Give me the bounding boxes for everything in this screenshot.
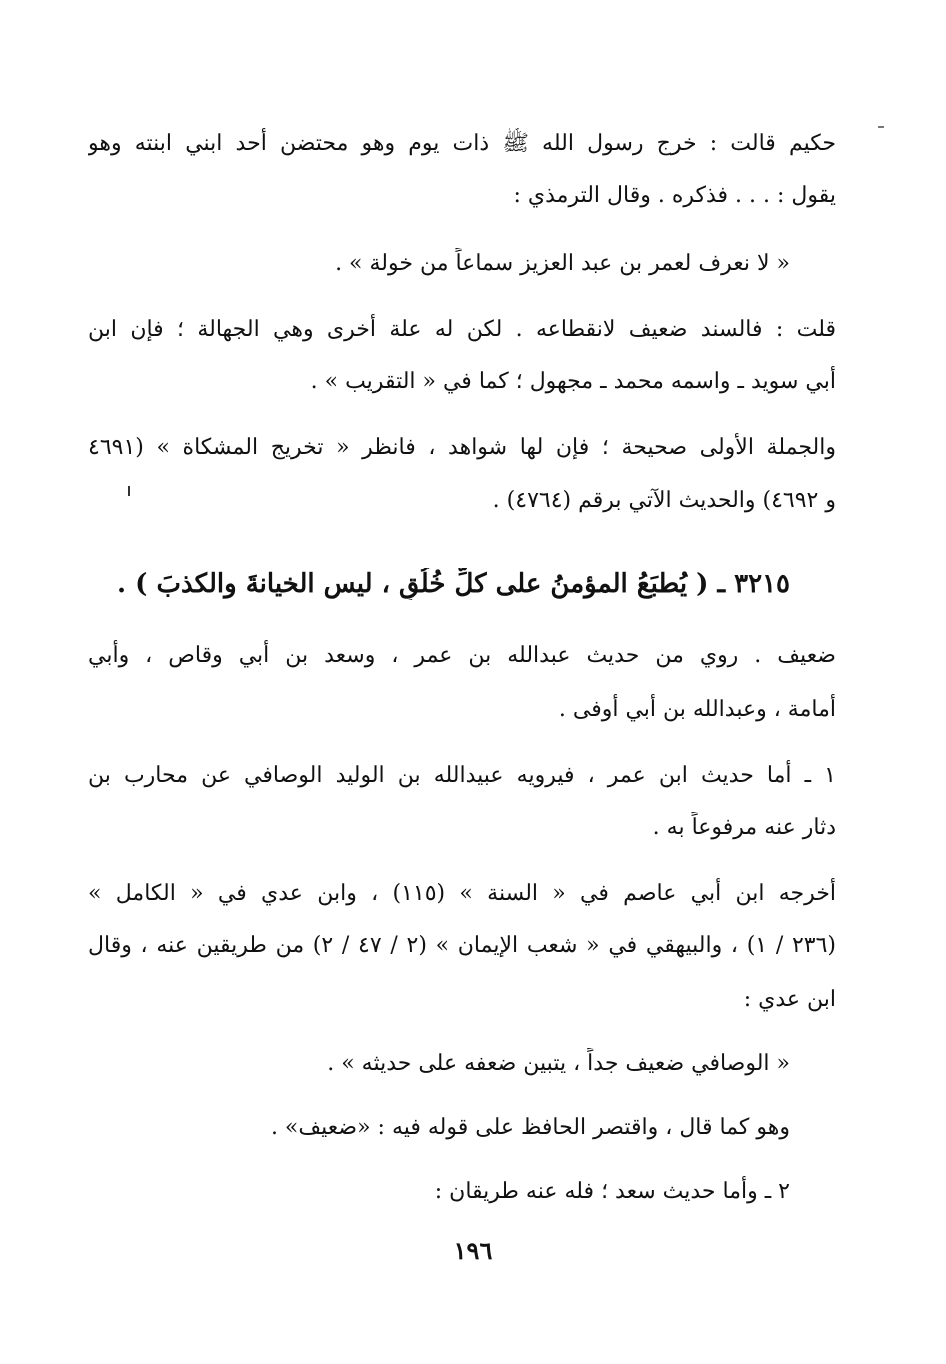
quote-line: « لا نعرف لعمر بن عبد العزيز سماعاً من خولة » . [335,251,790,276]
hadith-heading: ٣٢١٥ ـ ( يُطبَعُ المؤمنُ على كلِّ خُلُقٍ ، ليس الخيانةَ والكذبَ ) . [117,569,790,599]
text-line: (٢٣٦ / ١) ، والبيهقي في « شعب الإيمان » (٢ / ٤٧ / ٢) من طريقين عنه ، وقال [88,933,836,958]
text-line: ضعيف . روي من حديث عبدالله بن عمر ، وسعد بن أبي وقاص ، وأبي [88,643,836,668]
text-line: أبي سويد ـ واسمه محمد ـ مجهول ؛ كما في « التقريب » . [310,369,836,394]
text-line: قلت : فالسند ضعيف لانقطاعه . لكن له علة أخرى وهي الجهالة ؛ فإن ابن [88,317,836,342]
text-line: ٢ ـ وأما حديث سعد ؛ فله عنه طريقان : [434,1179,790,1204]
page-body [88,118,836,1318]
text-line: يقول : . . . فذكره . وقال الترمذي : [513,183,836,208]
text-line: دثار عنه مرفوعاً به . [652,815,836,840]
text-line: أمامة ، وعبدالله بن أبي أوفى . [558,697,836,722]
scan-speck [128,486,130,496]
text-line: أخرجه ابن أبي عاصم في « السنة » (١١٥) ، وابن عدي في « الكامل » [88,881,836,906]
text-line: ابن عدي : [743,987,836,1012]
text-line: والجملة الأولى صحيحة ؛ فإن لها شواهد ، فانظر « تخريج المشكاة » (٤٦٩١ [88,435,836,460]
text-line: و ٤٦٩٢) والحديث الآتي برقم (٤٧٦٤) . [492,488,836,513]
text-line: ١ ـ أما حديث ابن عمر ، فيرويه عبيدالله بن الوليد الوصافي عن محارب بن [88,763,836,788]
text-line: حكيم قالت : خرج رسول الله ﷺ ذات يوم وهو محتضن أحد ابني ابنته وهو [88,131,836,156]
scan-speck [878,126,884,128]
quote-line: « الوصافي ضعيف جداً ، يتبين ضعفه على حديثه » . [327,1051,790,1076]
text-line: وهو كما قال ، واقتصر الحافظ على قوله فيه : «ضعيف» . [270,1115,790,1140]
page-number: ١٩٦ [453,1236,493,1265]
